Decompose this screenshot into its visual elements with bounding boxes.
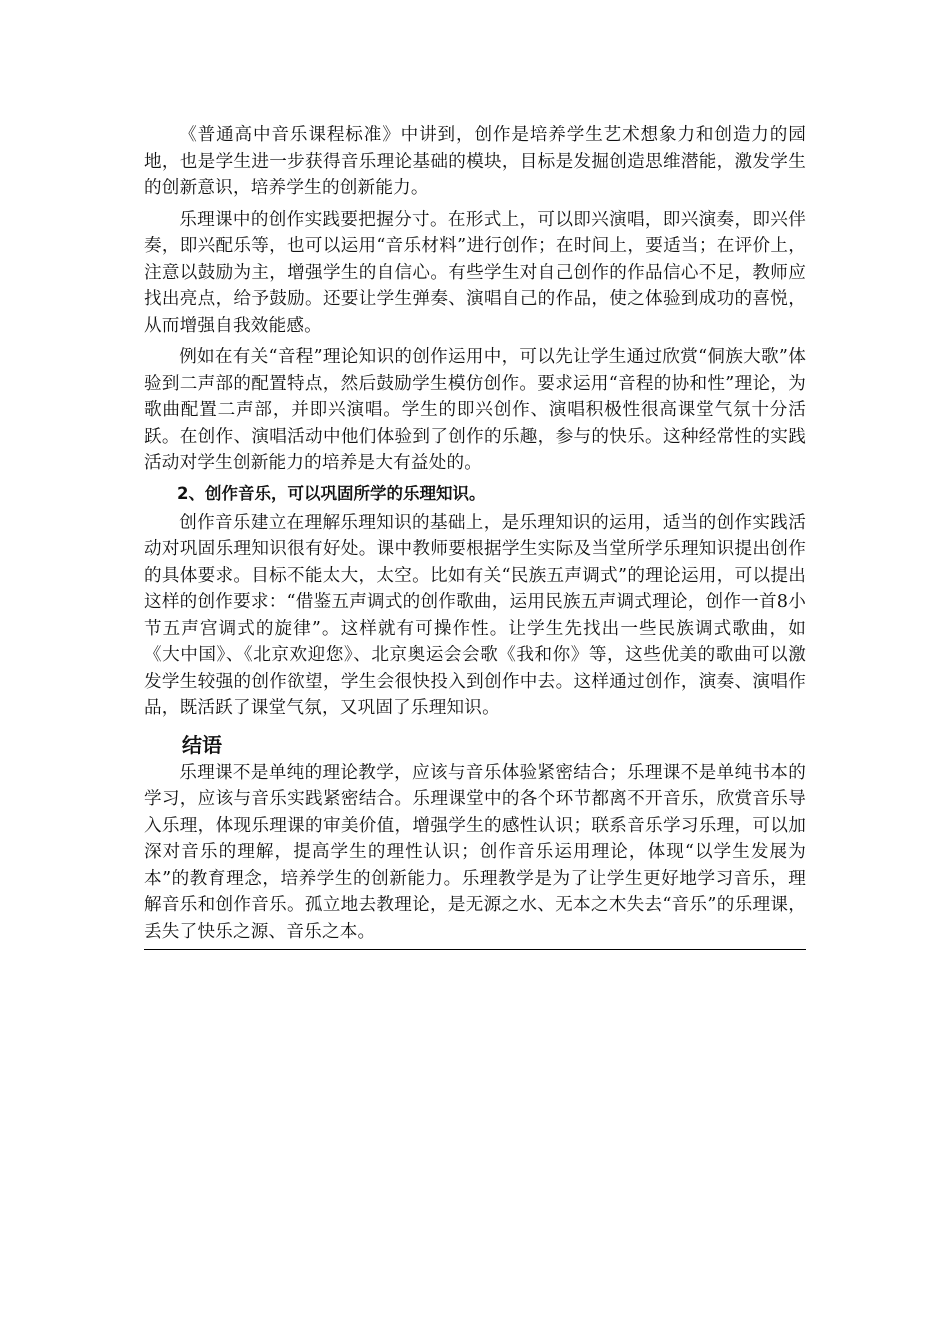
document-page: [144, 122, 806, 950]
section-subheading: 2、创作音乐，可以巩固所学的乐理知识。: [177, 483, 486, 503]
conclusion-heading: 结语: [182, 732, 222, 757]
bottom-rule: [144, 949, 806, 950]
conclusion-paragraph: 乐理课不是单纯的理论教学，应该与音乐体验紧密结合；乐理课不是单纯书本的学习，应该与音乐实践紧密结合。乐理课堂中的各个环节都离不开音乐，欣赏音乐导入乐理，体现乐理课的审美价值，增强学生的感性认识；联系音乐学习乐理，可以加深对音乐的理解，提高学生的理性认识；创作音乐运用理论，体现“以学生发展为本”的教育理念，培养学生的创新能力。乐理教学是为了让学生更好地学习音乐，理解音乐和创作音乐。孤立地去教理论，是无源之水、无本之木失去“音乐”的乐理课，丢失了快乐之源、音乐之本。: [144, 762, 806, 942]
body-paragraph: 《普通高中音乐课程标准》中讲到，创作是培养学生艺术想象力和创造力的园地，也是学生进一步获得音乐理论基础的模块，目标是发掘创造思维潜能，激发学生的创新意识，培养学生的创新能力。: [144, 125, 806, 198]
body-paragraph: 例如在有关“音程”理论知识的创作运用中，可以先让学生通过欣赏“侗族大歌”体验到二声部的配置特点，然后鼓励学生模仿创作。要求运用“音程的协和性”理论，为歌曲配置二声部，并即兴演唱。学生的即兴创作、演唱积极性很高课堂气氛十分活跃。在创作、演唱活动中他们体验到了创作的乐趣，参与的快乐。这种经常性的实践活动对学生创新能力的培养是大有益处的。: [144, 347, 806, 473]
body-paragraph: 创作音乐建立在理解乐理知识的基础上，是乐理知识的运用，适当的创作实践活动对巩固乐理知识很有好处。课中教师要根据学生实际及当堂所学乐理知识提出创作的具体要求。目标不能太大，太空。比如有关“民族五声调式”的理论运用，可以提出这样的创作要求：“借鉴五声调式的创作歌曲，运用民族五声调式理论，创作一首8小节五声宫调式的旋律”。这样就有可操作性。让学生先找出一些民族调式歌曲，如《大中国》、《北京欢迎您》、北京奥运会会歌《我和你》等，这些优美的歌曲可以激发学生较强的创作欲望，学生会很快投入到创作中去。这样通过创作，演奏、演唱作品，既活跃了课堂气氛，又巩固了乐理知识。: [144, 512, 806, 718]
body-paragraph: 乐理课中的创作实践要把握分寸。在形式上，可以即兴演唱，即兴演奏，即兴伴奏，即兴配乐等，也可以运用“音乐材料”进行创作；在时间上，要适当；在评价上，注意以鼓励为主，增强学生的自信心。有些学生对自己创作的作品信心不足，教师应找出亮点，给予鼓励。还要让学生弹奏、演唱自己的作品，使之体验到成功的喜悦，从而增强自我效能感。: [144, 209, 806, 336]
